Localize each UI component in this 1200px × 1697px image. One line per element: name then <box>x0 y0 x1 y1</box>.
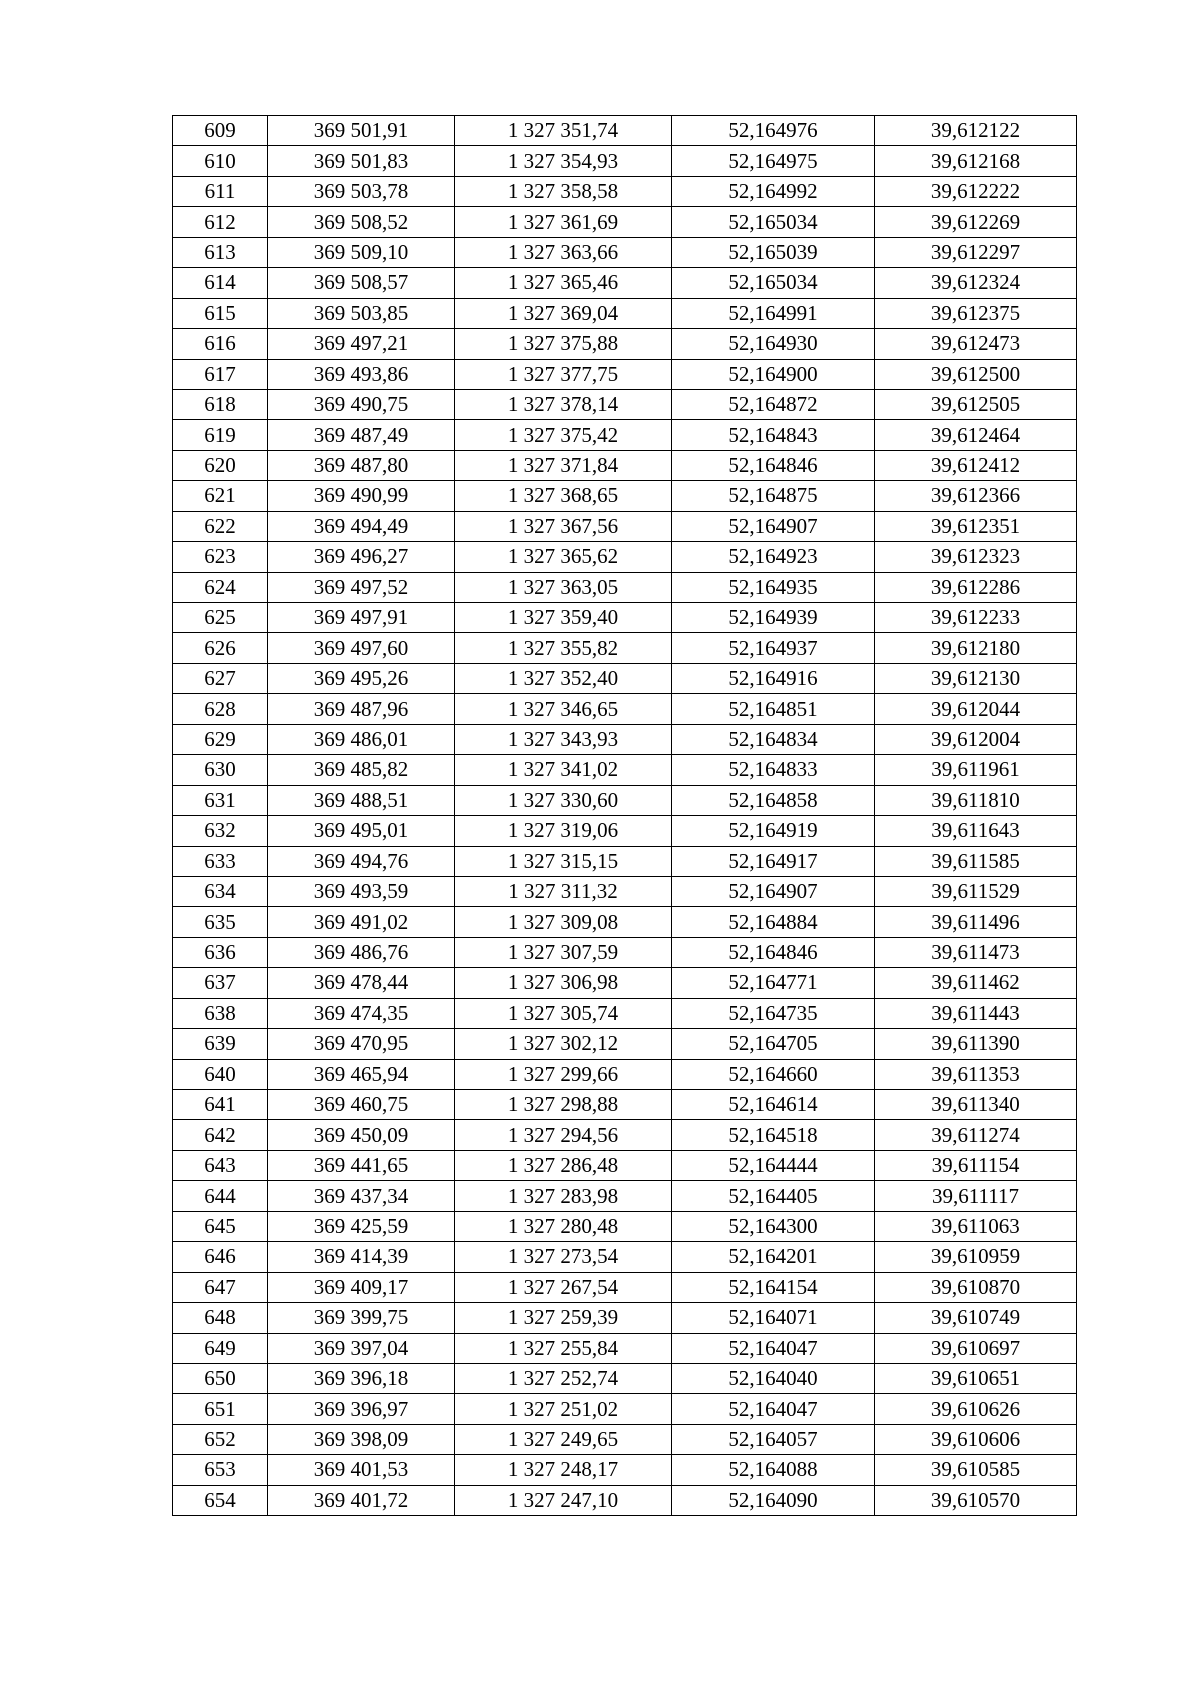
x-coordinate-cell: 369 490,75 <box>268 389 455 419</box>
x-coordinate-cell: 369 409,17 <box>268 1272 455 1302</box>
point-number-cell: 646 <box>173 1242 268 1272</box>
latitude-cell: 52,164846 <box>672 937 875 967</box>
y-coordinate-cell: 1 327 368,65 <box>455 481 672 511</box>
y-coordinate-cell: 1 327 371,84 <box>455 450 672 480</box>
x-coordinate-cell: 369 486,76 <box>268 937 455 967</box>
y-coordinate-cell: 1 327 247,10 <box>455 1485 672 1515</box>
point-number-cell: 614 <box>173 268 268 298</box>
y-coordinate-cell: 1 327 351,74 <box>455 116 672 146</box>
x-coordinate-cell: 369 398,09 <box>268 1424 455 1454</box>
table-row <box>173 937 1077 967</box>
coordinates-table-body <box>173 116 1077 1516</box>
y-coordinate-cell: 1 327 298,88 <box>455 1090 672 1120</box>
point-number-cell: 648 <box>173 1303 268 1333</box>
y-coordinate-cell: 1 327 305,74 <box>455 998 672 1028</box>
table-row <box>173 176 1077 206</box>
latitude-cell: 52,164975 <box>672 146 875 176</box>
x-coordinate-cell: 369 441,65 <box>268 1150 455 1180</box>
longitude-cell: 39,611529 <box>875 876 1077 906</box>
latitude-cell: 52,164991 <box>672 298 875 328</box>
latitude-cell: 52,164057 <box>672 1424 875 1454</box>
point-number-cell: 639 <box>173 1029 268 1059</box>
longitude-cell: 39,612004 <box>875 724 1077 754</box>
point-number-cell: 610 <box>173 146 268 176</box>
point-number-cell: 611 <box>173 176 268 206</box>
y-coordinate-cell: 1 327 375,88 <box>455 329 672 359</box>
table-row <box>173 1303 1077 1333</box>
x-coordinate-cell: 369 497,21 <box>268 329 455 359</box>
point-number-cell: 645 <box>173 1211 268 1241</box>
longitude-cell: 39,611117 <box>875 1181 1077 1211</box>
longitude-cell: 39,612222 <box>875 176 1077 206</box>
table-row <box>173 724 1077 754</box>
y-coordinate-cell: 1 327 251,02 <box>455 1394 672 1424</box>
longitude-cell: 39,611443 <box>875 998 1077 1028</box>
table-row <box>173 298 1077 328</box>
table-row <box>173 998 1077 1028</box>
x-coordinate-cell: 369 414,39 <box>268 1242 455 1272</box>
longitude-cell: 39,612044 <box>875 694 1077 724</box>
y-coordinate-cell: 1 327 306,98 <box>455 968 672 998</box>
x-coordinate-cell: 369 490,99 <box>268 481 455 511</box>
latitude-cell: 52,164040 <box>672 1363 875 1393</box>
table-row <box>173 785 1077 815</box>
y-coordinate-cell: 1 327 363,05 <box>455 572 672 602</box>
y-coordinate-cell: 1 327 302,12 <box>455 1029 672 1059</box>
longitude-cell: 39,611353 <box>875 1059 1077 1089</box>
x-coordinate-cell: 369 501,83 <box>268 146 455 176</box>
x-coordinate-cell: 369 497,60 <box>268 633 455 663</box>
table-row <box>173 1059 1077 1089</box>
longitude-cell: 39,611462 <box>875 968 1077 998</box>
table-row <box>173 116 1077 146</box>
longitude-cell: 39,610626 <box>875 1394 1077 1424</box>
latitude-cell: 52,164916 <box>672 663 875 693</box>
latitude-cell: 52,164843 <box>672 420 875 450</box>
x-coordinate-cell: 369 425,59 <box>268 1211 455 1241</box>
y-coordinate-cell: 1 327 252,74 <box>455 1363 672 1393</box>
latitude-cell: 52,164919 <box>672 816 875 846</box>
x-coordinate-cell: 369 396,18 <box>268 1363 455 1393</box>
latitude-cell: 52,164875 <box>672 481 875 511</box>
point-number-cell: 634 <box>173 876 268 906</box>
table-row <box>173 1363 1077 1393</box>
table-row <box>173 268 1077 298</box>
longitude-cell: 39,610870 <box>875 1272 1077 1302</box>
point-number-cell: 643 <box>173 1150 268 1180</box>
latitude-cell: 52,164923 <box>672 542 875 572</box>
y-coordinate-cell: 1 327 355,82 <box>455 633 672 663</box>
y-coordinate-cell: 1 327 354,93 <box>455 146 672 176</box>
longitude-cell: 39,611063 <box>875 1211 1077 1241</box>
longitude-cell: 39,610570 <box>875 1485 1077 1515</box>
table-row <box>173 876 1077 906</box>
point-number-cell: 632 <box>173 816 268 846</box>
longitude-cell: 39,612375 <box>875 298 1077 328</box>
point-number-cell: 624 <box>173 572 268 602</box>
y-coordinate-cell: 1 327 319,06 <box>455 816 672 846</box>
table-row <box>173 572 1077 602</box>
x-coordinate-cell: 369 399,75 <box>268 1303 455 1333</box>
latitude-cell: 52,164088 <box>672 1455 875 1485</box>
point-number-cell: 609 <box>173 116 268 146</box>
point-number-cell: 635 <box>173 907 268 937</box>
latitude-cell: 52,164935 <box>672 572 875 602</box>
latitude-cell: 52,164851 <box>672 694 875 724</box>
longitude-cell: 39,612269 <box>875 207 1077 237</box>
table-row <box>173 1211 1077 1241</box>
longitude-cell: 39,612297 <box>875 237 1077 267</box>
table-row <box>173 755 1077 785</box>
latitude-cell: 52,164939 <box>672 603 875 633</box>
point-number-cell: 619 <box>173 420 268 450</box>
y-coordinate-cell: 1 327 294,56 <box>455 1120 672 1150</box>
x-coordinate-cell: 369 508,57 <box>268 268 455 298</box>
y-coordinate-cell: 1 327 248,17 <box>455 1455 672 1485</box>
table-row <box>173 237 1077 267</box>
longitude-cell: 39,612180 <box>875 633 1077 663</box>
table-row <box>173 207 1077 237</box>
y-coordinate-cell: 1 327 367,56 <box>455 511 672 541</box>
y-coordinate-cell: 1 327 363,66 <box>455 237 672 267</box>
x-coordinate-cell: 369 478,44 <box>268 968 455 998</box>
point-number-cell: 654 <box>173 1485 268 1515</box>
table-row <box>173 420 1077 450</box>
latitude-cell: 52,165039 <box>672 237 875 267</box>
table-row <box>173 1394 1077 1424</box>
table-row <box>173 694 1077 724</box>
latitude-cell: 52,164907 <box>672 511 875 541</box>
point-number-cell: 620 <box>173 450 268 480</box>
longitude-cell: 39,612500 <box>875 359 1077 389</box>
latitude-cell: 52,164917 <box>672 846 875 876</box>
latitude-cell: 52,164771 <box>672 968 875 998</box>
point-number-cell: 621 <box>173 481 268 511</box>
table-row <box>173 1029 1077 1059</box>
longitude-cell: 39,611274 <box>875 1120 1077 1150</box>
point-number-cell: 618 <box>173 389 268 419</box>
point-number-cell: 629 <box>173 724 268 754</box>
y-coordinate-cell: 1 327 249,65 <box>455 1424 672 1454</box>
y-coordinate-cell: 1 327 359,40 <box>455 603 672 633</box>
x-coordinate-cell: 369 497,91 <box>268 603 455 633</box>
table-row <box>173 1333 1077 1363</box>
point-number-cell: 651 <box>173 1394 268 1424</box>
latitude-cell: 52,164872 <box>672 389 875 419</box>
longitude-cell: 39,610749 <box>875 1303 1077 1333</box>
table-row <box>173 1424 1077 1454</box>
latitude-cell: 52,164201 <box>672 1242 875 1272</box>
longitude-cell: 39,612412 <box>875 450 1077 480</box>
longitude-cell: 39,612473 <box>875 329 1077 359</box>
longitude-cell: 39,612130 <box>875 663 1077 693</box>
point-number-cell: 642 <box>173 1120 268 1150</box>
table-row <box>173 481 1077 511</box>
y-coordinate-cell: 1 327 369,04 <box>455 298 672 328</box>
x-coordinate-cell: 369 401,72 <box>268 1485 455 1515</box>
x-coordinate-cell: 369 437,34 <box>268 1181 455 1211</box>
latitude-cell: 52,164444 <box>672 1150 875 1180</box>
x-coordinate-cell: 369 501,91 <box>268 116 455 146</box>
point-number-cell: 616 <box>173 329 268 359</box>
table-row <box>173 1120 1077 1150</box>
latitude-cell: 52,164660 <box>672 1059 875 1089</box>
y-coordinate-cell: 1 327 352,40 <box>455 663 672 693</box>
table-row <box>173 816 1077 846</box>
point-number-cell: 623 <box>173 542 268 572</box>
longitude-cell: 39,611154 <box>875 1150 1077 1180</box>
point-number-cell: 612 <box>173 207 268 237</box>
point-number-cell: 653 <box>173 1455 268 1485</box>
table-row <box>173 1455 1077 1485</box>
longitude-cell: 39,612168 <box>875 146 1077 176</box>
x-coordinate-cell: 369 396,97 <box>268 1394 455 1424</box>
latitude-cell: 52,164834 <box>672 724 875 754</box>
point-number-cell: 638 <box>173 998 268 1028</box>
x-coordinate-cell: 369 497,52 <box>268 572 455 602</box>
y-coordinate-cell: 1 327 361,69 <box>455 207 672 237</box>
x-coordinate-cell: 369 474,35 <box>268 998 455 1028</box>
table-row <box>173 907 1077 937</box>
table-row <box>173 329 1077 359</box>
longitude-cell: 39,610606 <box>875 1424 1077 1454</box>
x-coordinate-cell: 369 487,80 <box>268 450 455 480</box>
longitude-cell: 39,611585 <box>875 846 1077 876</box>
x-coordinate-cell: 369 465,94 <box>268 1059 455 1089</box>
y-coordinate-cell: 1 327 365,62 <box>455 542 672 572</box>
longitude-cell: 39,611473 <box>875 937 1077 967</box>
x-coordinate-cell: 369 397,04 <box>268 1333 455 1363</box>
y-coordinate-cell: 1 327 378,14 <box>455 389 672 419</box>
y-coordinate-cell: 1 327 315,15 <box>455 846 672 876</box>
latitude-cell: 52,165034 <box>672 207 875 237</box>
longitude-cell: 39,612324 <box>875 268 1077 298</box>
y-coordinate-cell: 1 327 280,48 <box>455 1211 672 1241</box>
point-number-cell: 626 <box>173 633 268 663</box>
table-row <box>173 542 1077 572</box>
table-row <box>173 359 1077 389</box>
x-coordinate-cell: 369 503,78 <box>268 176 455 206</box>
point-number-cell: 641 <box>173 1090 268 1120</box>
table-row <box>173 511 1077 541</box>
longitude-cell: 39,610585 <box>875 1455 1077 1485</box>
table-row <box>173 603 1077 633</box>
table-row <box>173 146 1077 176</box>
point-number-cell: 649 <box>173 1333 268 1363</box>
x-coordinate-cell: 369 508,52 <box>268 207 455 237</box>
longitude-cell: 39,612351 <box>875 511 1077 541</box>
y-coordinate-cell: 1 327 309,08 <box>455 907 672 937</box>
longitude-cell: 39,611643 <box>875 816 1077 846</box>
latitude-cell: 52,164900 <box>672 359 875 389</box>
y-coordinate-cell: 1 327 299,66 <box>455 1059 672 1089</box>
longitude-cell: 39,612286 <box>875 572 1077 602</box>
x-coordinate-cell: 369 470,95 <box>268 1029 455 1059</box>
y-coordinate-cell: 1 327 358,58 <box>455 176 672 206</box>
point-number-cell: 652 <box>173 1424 268 1454</box>
latitude-cell: 52,164154 <box>672 1272 875 1302</box>
point-number-cell: 627 <box>173 663 268 693</box>
latitude-cell: 52,164090 <box>672 1485 875 1515</box>
table-row <box>173 1181 1077 1211</box>
x-coordinate-cell: 369 495,01 <box>268 816 455 846</box>
longitude-cell: 39,611340 <box>875 1090 1077 1120</box>
table-row <box>173 1150 1077 1180</box>
x-coordinate-cell: 369 495,26 <box>268 663 455 693</box>
x-coordinate-cell: 369 493,86 <box>268 359 455 389</box>
point-number-cell: 647 <box>173 1272 268 1302</box>
latitude-cell: 52,164614 <box>672 1090 875 1120</box>
latitude-cell: 52,164884 <box>672 907 875 937</box>
y-coordinate-cell: 1 327 341,02 <box>455 755 672 785</box>
longitude-cell: 39,612323 <box>875 542 1077 572</box>
table-row <box>173 663 1077 693</box>
x-coordinate-cell: 369 488,51 <box>268 785 455 815</box>
latitude-cell: 52,164937 <box>672 633 875 663</box>
point-number-cell: 650 <box>173 1363 268 1393</box>
point-number-cell: 633 <box>173 846 268 876</box>
y-coordinate-cell: 1 327 259,39 <box>455 1303 672 1333</box>
x-coordinate-cell: 369 503,85 <box>268 298 455 328</box>
table-row <box>173 450 1077 480</box>
table-row <box>173 846 1077 876</box>
x-coordinate-cell: 369 487,96 <box>268 694 455 724</box>
table-row <box>173 1272 1077 1302</box>
x-coordinate-cell: 369 509,10 <box>268 237 455 267</box>
y-coordinate-cell: 1 327 283,98 <box>455 1181 672 1211</box>
x-coordinate-cell: 369 450,09 <box>268 1120 455 1150</box>
latitude-cell: 52,164930 <box>672 329 875 359</box>
y-coordinate-cell: 1 327 311,32 <box>455 876 672 906</box>
x-coordinate-cell: 369 487,49 <box>268 420 455 450</box>
x-coordinate-cell: 369 401,53 <box>268 1455 455 1485</box>
latitude-cell: 52,164976 <box>672 116 875 146</box>
latitude-cell: 52,164047 <box>672 1333 875 1363</box>
latitude-cell: 52,164071 <box>672 1303 875 1333</box>
x-coordinate-cell: 369 485,82 <box>268 755 455 785</box>
point-number-cell: 617 <box>173 359 268 389</box>
latitude-cell: 52,164518 <box>672 1120 875 1150</box>
point-number-cell: 637 <box>173 968 268 998</box>
y-coordinate-cell: 1 327 330,60 <box>455 785 672 815</box>
latitude-cell: 52,164846 <box>672 450 875 480</box>
latitude-cell: 52,164405 <box>672 1181 875 1211</box>
table-row <box>173 1485 1077 1515</box>
point-number-cell: 625 <box>173 603 268 633</box>
y-coordinate-cell: 1 327 267,54 <box>455 1272 672 1302</box>
y-coordinate-cell: 1 327 346,65 <box>455 694 672 724</box>
latitude-cell: 52,164992 <box>672 176 875 206</box>
latitude-cell: 52,164705 <box>672 1029 875 1059</box>
y-coordinate-cell: 1 327 375,42 <box>455 420 672 450</box>
point-number-cell: 640 <box>173 1059 268 1089</box>
latitude-cell: 52,164907 <box>672 876 875 906</box>
point-number-cell: 628 <box>173 694 268 724</box>
latitude-cell: 52,164047 <box>672 1394 875 1424</box>
x-coordinate-cell: 369 493,59 <box>268 876 455 906</box>
x-coordinate-cell: 369 494,76 <box>268 846 455 876</box>
y-coordinate-cell: 1 327 307,59 <box>455 937 672 967</box>
point-number-cell: 615 <box>173 298 268 328</box>
x-coordinate-cell: 369 491,02 <box>268 907 455 937</box>
coordinates-table <box>172 115 1077 1516</box>
x-coordinate-cell: 369 494,49 <box>268 511 455 541</box>
longitude-cell: 39,610697 <box>875 1333 1077 1363</box>
point-number-cell: 613 <box>173 237 268 267</box>
x-coordinate-cell: 369 496,27 <box>268 542 455 572</box>
y-coordinate-cell: 1 327 255,84 <box>455 1333 672 1363</box>
table-row <box>173 968 1077 998</box>
y-coordinate-cell: 1 327 365,46 <box>455 268 672 298</box>
y-coordinate-cell: 1 327 273,54 <box>455 1242 672 1272</box>
longitude-cell: 39,611810 <box>875 785 1077 815</box>
y-coordinate-cell: 1 327 286,48 <box>455 1150 672 1180</box>
point-number-cell: 622 <box>173 511 268 541</box>
x-coordinate-cell: 369 460,75 <box>268 1090 455 1120</box>
longitude-cell: 39,610959 <box>875 1242 1077 1272</box>
longitude-cell: 39,612122 <box>875 116 1077 146</box>
longitude-cell: 39,610651 <box>875 1363 1077 1393</box>
y-coordinate-cell: 1 327 343,93 <box>455 724 672 754</box>
longitude-cell: 39,612366 <box>875 481 1077 511</box>
table-row <box>173 1242 1077 1272</box>
longitude-cell: 39,611961 <box>875 755 1077 785</box>
longitude-cell: 39,612505 <box>875 389 1077 419</box>
latitude-cell: 52,164858 <box>672 785 875 815</box>
longitude-cell: 39,612233 <box>875 603 1077 633</box>
longitude-cell: 39,611496 <box>875 907 1077 937</box>
latitude-cell: 52,165034 <box>672 268 875 298</box>
latitude-cell: 52,164300 <box>672 1211 875 1241</box>
table-row <box>173 389 1077 419</box>
point-number-cell: 630 <box>173 755 268 785</box>
x-coordinate-cell: 369 486,01 <box>268 724 455 754</box>
point-number-cell: 631 <box>173 785 268 815</box>
point-number-cell: 644 <box>173 1181 268 1211</box>
longitude-cell: 39,612464 <box>875 420 1077 450</box>
table-row <box>173 1090 1077 1120</box>
point-number-cell: 636 <box>173 937 268 967</box>
y-coordinate-cell: 1 327 377,75 <box>455 359 672 389</box>
latitude-cell: 52,164735 <box>672 998 875 1028</box>
table-row <box>173 633 1077 663</box>
longitude-cell: 39,611390 <box>875 1029 1077 1059</box>
latitude-cell: 52,164833 <box>672 755 875 785</box>
